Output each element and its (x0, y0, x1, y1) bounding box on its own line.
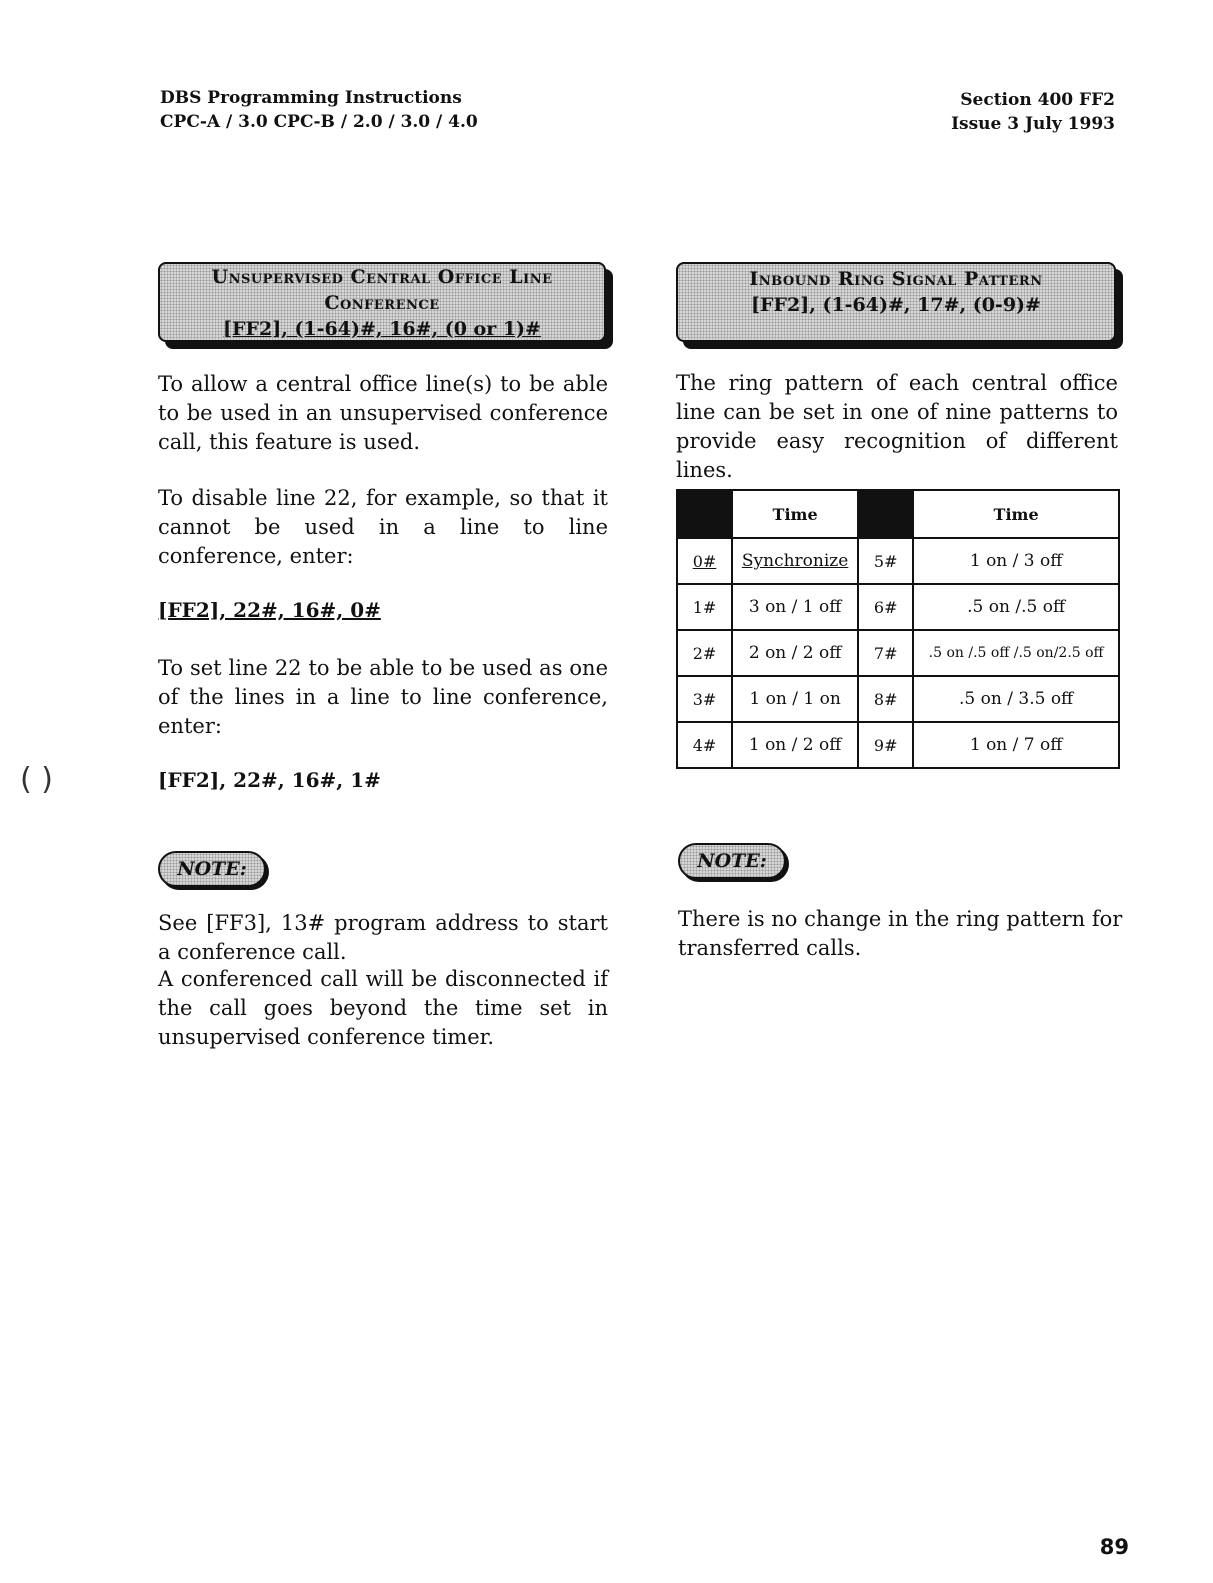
time-cell: 1 on / 1 on (732, 676, 858, 722)
code-cell: 5# (858, 538, 913, 584)
page-number: 89 (1099, 1535, 1129, 1559)
doc-versions: CPC-A / 3.0 CPC-B / 2.0 / 3.0 / 4.0 (160, 112, 478, 132)
time-cell: 2 on / 2 off (732, 630, 858, 676)
header-time-left: Time (732, 490, 858, 538)
table-row (677, 584, 1119, 630)
time-cell: 1 on / 3 off (913, 538, 1119, 584)
disable-command: [FF2], 22#, 16#, 0# (158, 598, 381, 622)
code-cell: 9# (858, 722, 913, 768)
right-note-badge: NOTE: (678, 843, 786, 879)
right-banner-command: [FF2], (1-64)#, 17#, (0-9)# (751, 294, 1041, 316)
table-header-row (677, 490, 1119, 538)
left-banner-subtitle: Conference (324, 292, 440, 314)
header-right (951, 88, 1115, 136)
code-cell: 2# (677, 630, 732, 676)
ring-pattern-table (676, 489, 1120, 769)
table-row (677, 630, 1119, 676)
left-banner-command: [FF2], (1-64)#, 16#, (0 or 1)# (223, 318, 541, 340)
left-section-banner (158, 262, 606, 342)
time-cell: 1 on / 2 off (732, 722, 858, 768)
time-cell: .5 on /.5 off (913, 584, 1119, 630)
code-cell: 3# (677, 676, 732, 722)
right-intro: The ring pattern of each central office line can be set in one of nine patterns to provide easy recognition of different lines. (676, 371, 1118, 482)
left-note-badge: NOTE: (158, 851, 266, 887)
code-cell: 8# (858, 676, 913, 722)
table-row (677, 538, 1119, 584)
code-cell: 1# (677, 584, 732, 630)
time-cell: .5 on / 3.5 off (913, 676, 1119, 722)
enable-instructions: To set line 22 to be able to be used as one of the lines in a line to line conference, enter: (158, 656, 608, 738)
left-intro: To allow a central office line(s) to be able to be used in an unsupervised conference call, this feature is used. (158, 372, 608, 454)
right-note-text: There is no change in the ring pattern for transferred calls. (678, 907, 1123, 960)
right-banner-title: Inbound Ring Signal Pattern (749, 268, 1043, 290)
time-cell: .5 on /.5 off /.5 on/2.5 off (913, 630, 1119, 676)
issue-date: Issue 3 July 1993 (951, 114, 1115, 134)
header-blank-cell (677, 490, 732, 538)
left-note-text-1: See [FF3], 13# program address to start a conference call. (158, 911, 608, 964)
table-row (677, 722, 1119, 768)
enable-command: [FF2], 22#, 16#, 1# (158, 768, 381, 792)
margin-mark: ( ) (20, 762, 53, 797)
doc-title: DBS Programming Instructions (160, 88, 462, 108)
disable-instructions: To disable line 22, for example, so that it cannot be used in a line to line conference, enter: (158, 486, 608, 568)
time-cell: 1 on / 7 off (913, 722, 1119, 768)
code-cell: 7# (858, 630, 913, 676)
left-banner-title: Unsupervised Central Office Line (211, 266, 553, 288)
section-label: Section 400 FF2 (960, 90, 1115, 110)
time-cell: Synchronize (732, 538, 858, 584)
header-left (160, 86, 478, 134)
right-section-banner (676, 262, 1116, 342)
table-row (677, 676, 1119, 722)
header-blank-cell (858, 490, 913, 538)
code-cell: 6# (858, 584, 913, 630)
code-cell: 0# (677, 538, 732, 584)
time-cell: 3 on / 1 off (732, 584, 858, 630)
header-time-right: Time (913, 490, 1119, 538)
code-cell: 4# (677, 722, 732, 768)
left-note-text-2: A conferenced call will be disconnected if the call goes beyond the time set in unsupervised conference timer. (158, 967, 608, 1049)
